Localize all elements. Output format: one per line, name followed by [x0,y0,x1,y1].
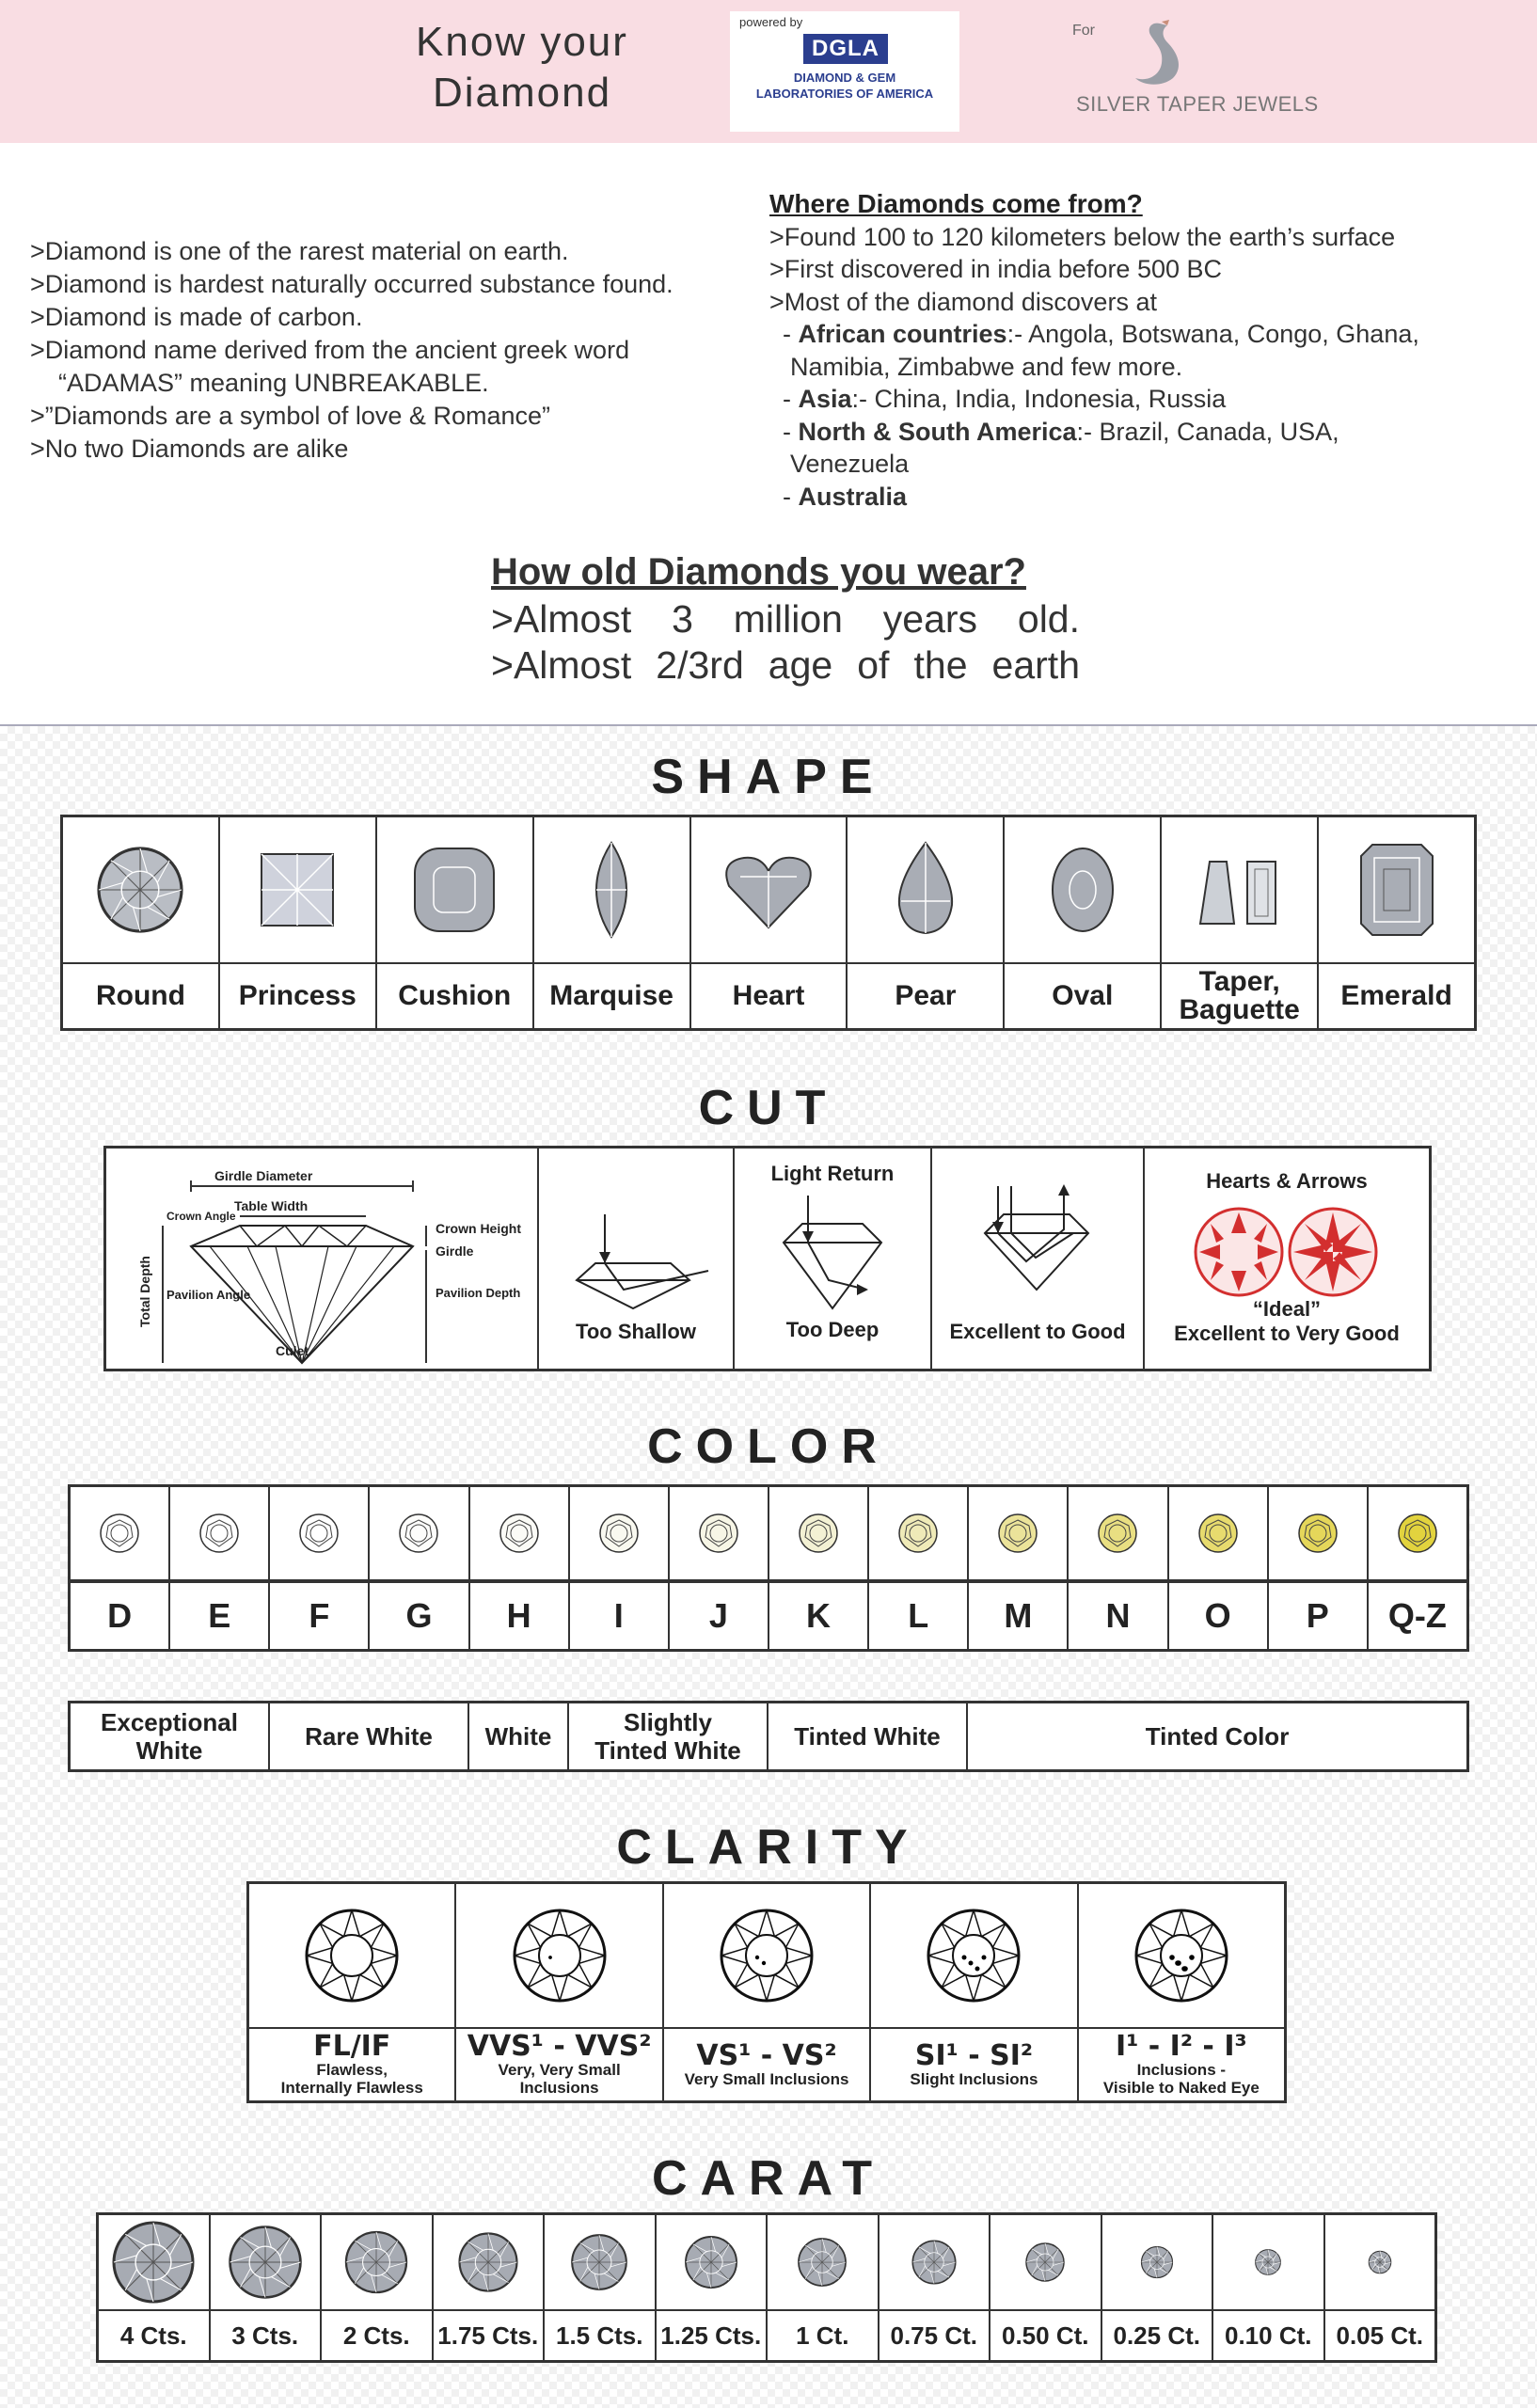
clarity-diamond-icon [917,1899,1030,2012]
round-diamond-icon [84,833,197,946]
color-title: COLOR [647,1419,890,1474]
hearts-arrows-label: Hearts & Arrows [1206,1169,1368,1193]
region-dash: - [783,482,799,511]
clarity-diamond-icon [1125,1899,1238,2012]
shape-emerald [1319,817,1474,1028]
color-diamond-icon [390,1505,447,1561]
region-line [769,383,1522,416]
clarity-grade-text: I¹ - I² - I³ [1116,2030,1247,2063]
too-deep-diagram [735,1186,928,1327]
carat-image [990,2215,1101,2309]
color-grade: N [1069,1581,1166,1649]
cut-too-deep [735,1149,932,1369]
color-f [270,1487,370,1649]
carat-label: 1.25 Cts. [657,2309,767,2360]
carat-image [657,2215,767,2309]
color-grade: O [1169,1581,1267,1649]
carat-image [768,2215,878,2309]
clarity-grade [871,1884,1078,2100]
carat-size [657,2215,768,2360]
clarity-label [456,2027,661,2100]
clarity-desc: Inclusions - Visible to Naked Eye [1102,2061,1260,2097]
carat-size [1102,2215,1214,2360]
carat-label: 1.5 Cts. [545,2309,655,2360]
carat-size [545,2215,657,2360]
carat-diamond-icon [552,2215,646,2309]
brand-name: SILVER TAPER JEWELS [1076,92,1319,116]
title-line-2: Diamond [432,70,612,116]
color-sample [1369,1487,1466,1581]
carat-image [99,2215,209,2309]
color-k [769,1487,869,1649]
color-group-label: White [484,1722,552,1751]
color-h [470,1487,570,1649]
carat-diamond-icon [998,2215,1092,2309]
label-pavilion-depth: Pavilion Depth [436,1286,521,1300]
shape-label: Princess [220,962,375,1028]
color-diamond-icon [790,1505,847,1561]
clarity-image [664,1884,869,2027]
title-line-1: Know your [416,19,628,65]
shape-image [534,817,689,962]
color-group [71,1703,270,1769]
fact-line: “ADAMAS” meaning UNBREAKABLE. [58,369,489,397]
color-sample [370,1487,467,1581]
clarity-title: CLARITY [616,1820,921,1875]
region-countries-cont: Venezuela [790,450,910,478]
color-grade: G [370,1581,467,1649]
excellent-cut-diagram [932,1177,1141,1318]
carat-size [768,2215,879,2360]
carat-diamond-icon [1333,2215,1427,2309]
region-countries: :- Brazil, Canada, USA, [1076,417,1339,446]
baguette-diamond-icon [1183,833,1296,946]
color-o [1169,1487,1269,1649]
fact-line: >Diamond is one of the rarest material on earth. [30,237,569,265]
carat-size [879,2215,991,2360]
color-q-z [1369,1487,1466,1649]
where-line: >First discovered in india before 500 BC [769,255,1223,283]
light-return-label: Light Return [770,1162,895,1185]
carat-size [99,2215,211,2360]
region-name: North & South America [798,417,1077,446]
carat-size [434,2215,546,2360]
excellent-very-good-label: Excellent to Very Good [1174,1322,1400,1345]
color-grade: Q-Z [1369,1581,1466,1649]
region-line [769,481,1522,514]
carat-size [322,2215,434,2360]
region-name: Australia [798,482,908,511]
color-sample [470,1487,568,1581]
color-diamond-icon [1389,1505,1446,1561]
clarity-image [1079,1884,1284,2027]
carat-label: 2 Cts. [322,2309,432,2360]
where-heading: Where Diamonds come from? [769,189,1143,218]
color-sample [170,1487,268,1581]
carat-label: 0.10 Ct. [1213,2309,1323,2360]
swan-icon [1115,18,1199,93]
carat-image [1213,2215,1323,2309]
logo-mark: DGLA [803,34,888,64]
logo-subtitle [730,70,959,102]
label-girdle-diameter: Girdle Diameter [214,1168,313,1183]
shape-image [63,817,218,962]
shape-label: Heart [691,962,847,1028]
color-grade: H [470,1581,568,1649]
carat-image [322,2215,432,2309]
carat-label: 3 Cts. [211,2309,321,2360]
shape-image [220,817,375,962]
color-grid [68,1484,1469,1652]
carat-image [545,2215,655,2309]
too-shallow-label: Too Shallow [576,1320,696,1343]
carat-label: 1 Ct. [768,2309,878,2360]
color-sample [869,1487,967,1581]
color-sample [570,1487,668,1581]
carat-diamond-icon [1221,2215,1315,2309]
cut-diagram-cell [106,1149,539,1369]
region-dash: - [783,385,799,413]
how-old-heading: How old Diamonds you wear? [491,551,1026,593]
color-grade: I [570,1581,668,1649]
brand-for: For [1072,23,1095,39]
color-grade: P [1269,1581,1367,1649]
color-group [270,1703,469,1769]
cut-too-shallow [539,1149,735,1369]
where-diamonds-come-from [769,188,1522,513]
color-diamond-icon [990,1505,1046,1561]
shape-oval [1005,817,1162,1028]
label-culet: Culet [276,1343,309,1358]
cut-grid [103,1146,1432,1371]
color-group [569,1703,768,1769]
clarity-grade [249,1884,456,2100]
clarity-diamond-icon [710,1899,823,2012]
logo-sub-line2: LABORATORIES OF AMERICA [755,87,934,101]
dgla-logo [730,11,959,132]
carat-size [1213,2215,1325,2360]
color-diamond-icon [91,1505,148,1561]
carat-diamond-icon [441,2215,535,2309]
diamond-anatomy-diagram [106,1149,535,1369]
shape-label: Cushion [377,962,532,1028]
carat-label: 0.75 Ct. [879,2309,990,2360]
color-diamond-icon [491,1505,547,1561]
color-grade: D [71,1581,168,1649]
color-j [670,1487,769,1649]
carat-diamond-icon [329,2215,423,2309]
region-dash: - [783,320,799,348]
clarity-grade [1079,1884,1284,2100]
color-sample [670,1487,768,1581]
clarity-label [1079,2027,1284,2100]
label-total-depth: Total Depth [137,1256,152,1327]
shape-image [1005,817,1160,962]
color-sample [71,1487,168,1581]
clarity-label [871,2027,1076,2100]
color-group-label: Exceptional White [101,1708,238,1765]
carat-diamond-icon [887,2215,981,2309]
color-diamond-icon [690,1505,747,1561]
region-countries: :- China, India, Indonesia, Russia [851,385,1227,413]
color-diamond-icon [890,1505,946,1561]
hearts-arrows-icon [1145,1205,1427,1299]
cushion-diamond-icon [398,833,511,946]
clarity-diamond-icon [295,1899,408,2012]
clarity-desc: Very, Very Small Inclusions [498,2061,621,2097]
color-sample [769,1487,867,1581]
color-group-label: Slightly Tinted White [594,1708,741,1765]
shape-heart [691,817,848,1028]
region-countries: :- Angola, Botswana, Congo, Ghana, [1006,320,1419,348]
color-group [768,1703,968,1769]
where-line: >Found 100 to 120 kilometers below the earth’s surface [769,222,1396,251]
color-sample [1169,1487,1267,1581]
clarity-grade-text: FL/IF [313,2030,391,2063]
carat-image [211,2215,321,2309]
where-regions [769,318,1522,513]
carat-size [1325,2215,1435,2360]
emerald-diamond-icon [1340,833,1453,946]
carat-size [990,2215,1102,2360]
carat-image [434,2215,544,2309]
color-diamond-icon [1290,1505,1346,1561]
shape-image [691,817,847,962]
color-sample [1069,1487,1166,1581]
princess-diamond-icon [241,833,354,946]
shape-image [1162,817,1317,962]
clarity-desc: Slight Inclusions [910,2069,1038,2088]
color-diamond-icon [591,1505,647,1561]
clarity-label [664,2027,869,2100]
brand-logo [1063,13,1345,126]
carat-image [1102,2215,1212,2309]
color-diamond-icon [291,1505,347,1561]
shape-image [1319,817,1474,962]
color-grade: L [869,1581,967,1649]
label-pavilion-angle: Pavilion Angle [166,1288,251,1302]
clarity-grade [664,1884,871,2100]
region-countries-cont: Namibia, Zimbabwe and few more. [790,352,1183,381]
region-dash: - [783,417,799,446]
color-e [170,1487,270,1649]
carat-label: 1.75 Cts. [434,2309,544,2360]
shape-pear [848,817,1005,1028]
color-n [1069,1487,1168,1649]
color-group [469,1703,569,1769]
clarity-image [456,1884,661,2027]
color-grade: J [670,1581,768,1649]
color-m [969,1487,1069,1649]
clarity-label [249,2027,454,2100]
color-diamond-icon [191,1505,247,1561]
clarity-image [249,1884,454,2027]
shape-label: Oval [1005,962,1160,1028]
diamond-facts [30,235,673,466]
carat-title: CARAT [651,2151,886,2206]
color-l [869,1487,969,1649]
cut-title: CUT [698,1081,839,1135]
clarity-grade-text: VVS¹ - VVS² [467,2030,652,2063]
carat-grid [96,2212,1437,2363]
shape-label: Emerald [1319,962,1474,1028]
logo-powered-by: powered by [739,15,803,29]
excellent-good-label: Excellent to Good [949,1320,1126,1343]
how-old-line-1: >Almost 3 million years old. [491,597,1080,641]
color-g [370,1487,469,1649]
fact-line: >”Diamonds are a symbol of love & Romance” [30,402,550,430]
where-line: >Most of the diamond discovers at [769,287,1157,316]
color-groups [68,1701,1469,1772]
clarity-desc: Very Small Inclusions [684,2069,849,2088]
clarity-image [871,1884,1076,2027]
how-old-section [491,547,1080,689]
clarity-grid [246,1881,1287,2103]
fact-line: >No two Diamonds are alike [30,435,349,463]
too-deep-label: Too Deep [785,1318,879,1341]
color-p [1269,1487,1369,1649]
page-title [404,17,640,119]
shape-title: SHAPE [651,750,886,804]
carat-diamond-icon [775,2215,869,2309]
label-table-width: Table Width [234,1198,309,1213]
where-lines [769,221,1522,319]
clarity-grade-text: VS¹ - VS² [696,2038,837,2072]
region-name: Asia [798,385,852,413]
clarity-grade-text: SI¹ - SI² [914,2038,1033,2072]
logo-sub-line1: DIAMOND & GEM [793,71,896,85]
oval-diamond-icon [1026,833,1139,946]
color-grade: F [270,1581,368,1649]
shape-label: Pear [848,962,1003,1028]
ideal-label: “Ideal” [1252,1297,1322,1321]
how-old-line-2: >Almost 2/3rd age of the earth [491,643,1080,687]
carat-image [879,2215,990,2309]
carat-diamond-icon [1110,2215,1204,2309]
color-sample [1269,1487,1367,1581]
carat-label: 0.05 Ct. [1325,2309,1435,2360]
carat-label: 0.50 Ct. [990,2309,1101,2360]
label-crown-height: Crown Height [436,1221,521,1236]
carat-label: 0.25 Ct. [1102,2309,1212,2360]
cut-hearts-arrows [1145,1149,1429,1369]
shape-label: Marquise [534,962,689,1028]
region-line [769,416,1522,449]
header-banner [0,0,1537,143]
carat-diamond-icon [664,2215,758,2309]
carat-size [211,2215,323,2360]
fact-line: >Diamond is hardest naturally occurred substance found. [30,270,673,298]
region-name: African countries [798,320,1007,348]
color-group-label: Rare White [305,1722,433,1751]
shape-round [63,817,220,1028]
color-sample [969,1487,1067,1581]
fact-line: >Diamond is made of carbon. [30,303,363,331]
shape-image [848,817,1003,962]
shape-grid [60,815,1477,1031]
color-group-label: Tinted White [794,1722,941,1751]
color-d [71,1487,170,1649]
clarity-desc: Flawless, Internally Flawless [280,2061,423,2097]
region-line [769,318,1522,351]
carat-image [1325,2215,1435,2309]
shape-marquise [534,817,691,1028]
fact-line: >Diamond name derived from the ancient greek word [30,336,630,364]
label-crown-angle: Crown Angle [166,1210,236,1223]
pear-diamond-icon [869,833,982,946]
color-i [570,1487,670,1649]
cut-excellent-good [932,1149,1145,1369]
color-group [968,1703,1466,1769]
carat-diamond-icon [106,2215,200,2309]
carat-label: 4 Cts. [99,2309,209,2360]
color-grade: E [170,1581,268,1649]
color-diamond-icon [1089,1505,1146,1561]
shape-taper [1162,817,1319,1028]
color-diamond-icon [1190,1505,1246,1561]
clarity-grade [456,1884,663,2100]
color-sample [270,1487,368,1581]
label-girdle: Girdle [436,1244,474,1259]
carat-diamond-icon [218,2215,312,2309]
shape-label: Round [63,962,218,1028]
shape-image [377,817,532,962]
color-grade: M [969,1581,1067,1649]
color-grade: K [769,1581,867,1649]
marquise-diamond-icon [555,833,668,946]
color-group-label: Tinted Color [1145,1722,1290,1751]
shape-label: Taper, Baguette [1162,962,1317,1028]
clarity-diamond-icon [503,1899,616,2012]
heart-diamond-icon [712,833,825,946]
shape-princess [220,817,377,1028]
shape-cushion [377,817,534,1028]
